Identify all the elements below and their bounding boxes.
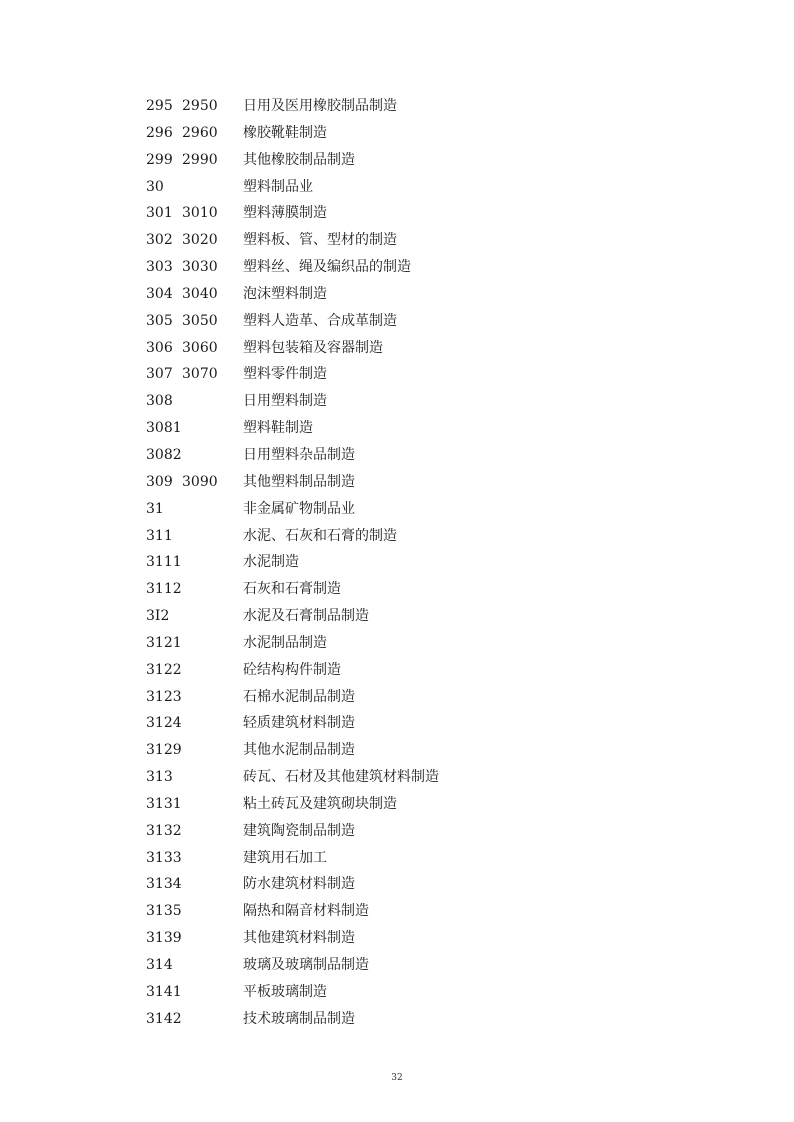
category-code: 3134 (146, 876, 182, 893)
category-name: 粘土砖瓦及建筑砌块制造 (243, 795, 397, 812)
category-name: 建筑用石加工 (243, 849, 327, 866)
category-name: 水泥及石膏制品制造 (243, 608, 369, 625)
list-item (0, 523, 794, 550)
list-item (0, 442, 794, 469)
category-code: 3I2 (146, 608, 170, 625)
category-name: 泡沫塑料制造 (243, 285, 327, 302)
list-item (0, 737, 794, 764)
category-name: 其他橡胶制品制造 (243, 151, 355, 168)
category-code: 3122 (146, 661, 182, 678)
subcategory-code: 3040 (182, 285, 218, 302)
list-item (0, 415, 794, 442)
list-item (0, 898, 794, 925)
list-item (0, 174, 794, 201)
category-name: 橡胶靴鞋制造 (243, 124, 327, 141)
list-item (0, 979, 794, 1006)
category-name: 塑料包装箱及容器制造 (243, 339, 383, 356)
category-code: 296 (146, 124, 173, 141)
subcategory-code: 3060 (182, 339, 218, 356)
category-code: 3139 (146, 930, 182, 947)
category-name: 轻质建筑材料制造 (243, 715, 355, 732)
category-name: 塑料制品业 (243, 178, 313, 195)
category-code: 299 (146, 151, 173, 168)
category-code: 309 (146, 473, 173, 490)
list-item (0, 871, 794, 898)
category-name: 其他水泥制品制造 (243, 742, 355, 759)
list-item (0, 603, 794, 630)
list-item (0, 925, 794, 952)
category-code: 305 (146, 312, 173, 329)
subcategory-code: 3070 (182, 366, 218, 383)
list-item (0, 845, 794, 872)
subcategory-code: 3030 (182, 259, 218, 276)
list-item (0, 281, 794, 308)
category-name: 平板玻璃制造 (243, 983, 327, 1000)
list-item (0, 227, 794, 254)
list-item (0, 630, 794, 657)
category-name: 塑料零件制造 (243, 366, 327, 383)
list-item (0, 549, 794, 576)
list-item (0, 710, 794, 737)
category-code: 307 (146, 366, 173, 383)
subcategory-code: 2950 (182, 98, 218, 114)
list-item (0, 496, 794, 523)
list-item (0, 764, 794, 791)
category-code: 3132 (146, 822, 182, 839)
category-code: 3123 (146, 688, 182, 705)
category-code: 3142 (146, 1010, 182, 1027)
list-item (0, 684, 794, 711)
list-item (0, 791, 794, 818)
list-item (0, 818, 794, 845)
list-item (0, 952, 794, 979)
category-name: 日用及医用橡胶制品制造 (243, 98, 397, 114)
subcategory-code: 3020 (182, 232, 218, 249)
category-name: 水泥制造 (243, 554, 299, 571)
list-item (0, 120, 794, 147)
category-code: 3129 (146, 742, 182, 759)
category-name: 石灰和石膏制造 (243, 581, 341, 598)
category-name: 隔热和隔音材料制造 (243, 903, 369, 920)
list-item (0, 147, 794, 174)
list-item (0, 469, 794, 496)
category-code: 311 (146, 527, 173, 544)
category-code: 306 (146, 339, 173, 356)
category-code: 301 (146, 205, 173, 222)
category-code: 313 (146, 769, 173, 786)
category-code: 3135 (146, 903, 182, 920)
category-code: 3133 (146, 849, 182, 866)
category-code: 3124 (146, 715, 182, 732)
category-code: 3112 (146, 581, 182, 598)
category-code: 314 (146, 957, 173, 973)
category-name: 塑料鞋制造 (243, 420, 313, 437)
list-item (0, 388, 794, 415)
category-code: 3131 (146, 795, 182, 812)
category-name: 水泥制品制造 (243, 634, 327, 651)
category-name: 防水建筑材料制造 (243, 876, 355, 893)
category-code: 3081 (146, 420, 182, 437)
category-name: 玻璃及玻璃制品制造 (243, 957, 369, 973)
list-item (0, 361, 794, 388)
category-code: 31 (146, 500, 164, 517)
category-code: 304 (146, 285, 173, 302)
category-name: 石棉水泥制品制造 (243, 688, 355, 705)
subcategory-code: 3010 (182, 205, 218, 222)
category-name: 非金属矿物制品业 (243, 500, 355, 517)
category-name: 砼结构构件制造 (243, 661, 341, 678)
category-name: 日用塑料杂品制造 (243, 446, 355, 463)
category-code: 3141 (146, 983, 182, 1000)
category-code: 302 (146, 232, 173, 249)
category-name: 其他建筑材料制造 (243, 930, 355, 947)
list-item (0, 200, 794, 227)
category-code: 30 (146, 178, 164, 195)
category-code: 303 (146, 259, 173, 276)
category-name: 日用塑料制造 (243, 393, 327, 410)
category-name: 塑料薄膜制造 (243, 205, 327, 222)
list-item (0, 308, 794, 335)
category-code: 295 (146, 98, 173, 114)
category-name: 其他塑料制品制造 (243, 473, 355, 490)
classification-list (0, 93, 794, 1033)
category-name: 砖瓦、石材及其他建筑材料制造 (243, 769, 439, 786)
category-name: 塑料板、管、型材的制造 (243, 232, 397, 249)
list-item (0, 1006, 794, 1033)
category-name: 塑料丝、绳及编织品的制造 (243, 259, 411, 276)
category-name: 建筑陶瓷制品制造 (243, 822, 355, 839)
subcategory-code: 2990 (182, 151, 218, 168)
category-name: 塑料人造革、合成革制造 (243, 312, 397, 329)
page-number: 32 (391, 1073, 403, 1083)
category-name: 技术玻璃制品制造 (243, 1010, 355, 1027)
category-code: 3082 (146, 446, 182, 463)
list-item (0, 254, 794, 281)
list-item (0, 576, 794, 603)
subcategory-code: 3050 (182, 312, 218, 329)
category-code: 308 (146, 393, 173, 410)
list-item (0, 657, 794, 684)
subcategory-code: 2960 (182, 124, 218, 141)
category-code: 3111 (146, 554, 182, 571)
category-name: 水泥、石灰和石膏的制造 (243, 527, 397, 544)
list-item (0, 93, 794, 120)
category-code: 3121 (146, 634, 182, 651)
subcategory-code: 3090 (182, 473, 218, 490)
list-item (0, 335, 794, 362)
